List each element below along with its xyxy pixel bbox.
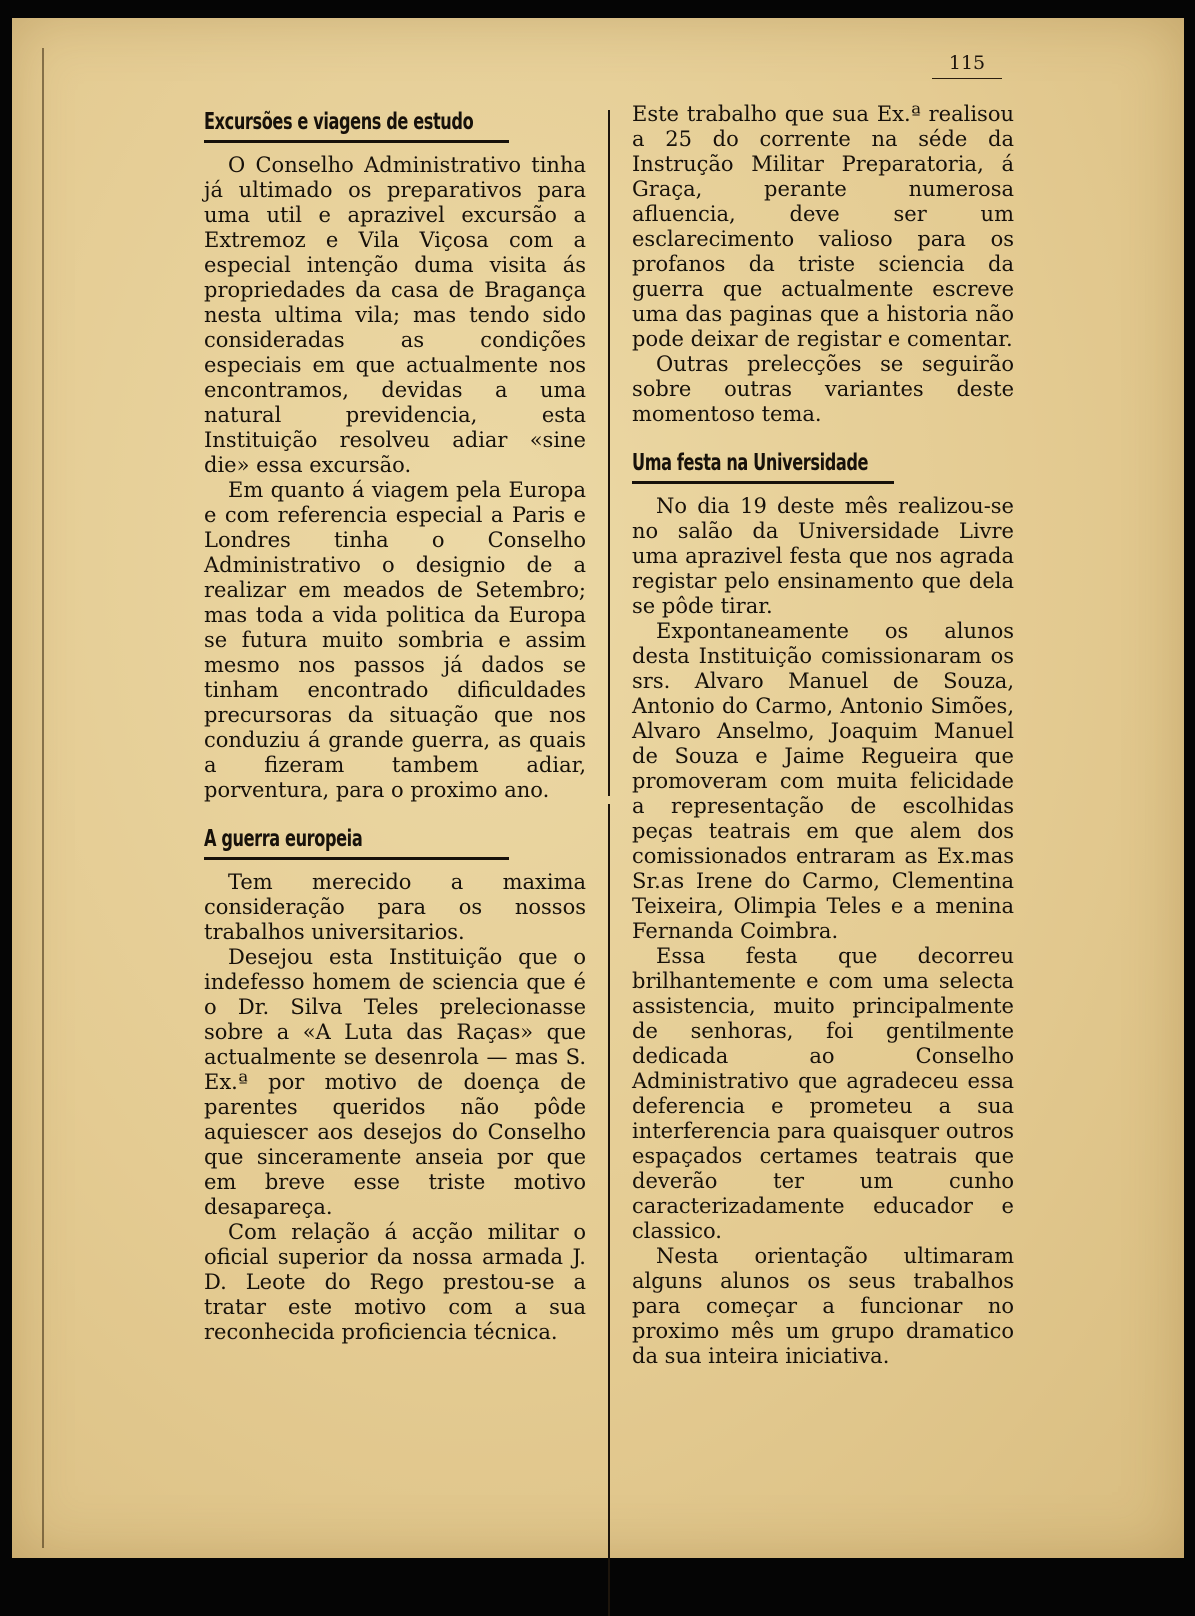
section-title: Uma festa na Universidade xyxy=(632,450,869,476)
section-title: A guerra europeia xyxy=(204,826,363,852)
section-festa-universidade xyxy=(632,449,1014,1369)
title-underline xyxy=(632,481,894,484)
paragraph: Este trabalho que sua Ex.ª realisou a 25 do corrente na séde da Instrução Militar Preparatoria, á Graça, perante numerosa afluencia, deve ser um esclarecimento valioso para os profanos da triste sciencia da guerra que actualmente escreve uma das paginas que a historia não pode deixar de registar e comentar. xyxy=(632,102,1014,351)
paragraph: O Conselho Administrativo tinha já ultimado os preparativos para uma util e aprazivel excursão a Extremoz e Vila Viçosa com a especial intenção duma visita ás propriedades da casa de Bragança nesta ultima vila; mas tendo sido consideradas as condições especiais em que actualmente nos encontramos, devidas a uma natural previdencia, esta Instituição resolveu adiar «sine die» essa excursão. xyxy=(204,153,586,477)
paragraph: Outras prelecções se seguirão sobre outras variantes deste momentoso tema. xyxy=(632,352,1014,426)
binding-edge xyxy=(42,48,44,1548)
paragraph: Com relação á acção militar o oficial superior da nossa armada J. D. Leote do Rego prestou-se a tratar este motivo com a sua reconhecida proficiencia técnica. xyxy=(204,1220,586,1344)
paragraph: Tem merecido a maxima consideração para os nossos trabalhos universitarios. xyxy=(204,870,586,944)
title-underline xyxy=(204,857,509,860)
continued-text xyxy=(632,102,1014,427)
paragraph: Em quanto á viagem pela Europa e com referencia especial a Paris e Londres tinha o Conselho Administrativo o designio de a realizar em meados de Setembro; mas toda a vida politica da Europa se futura muito sombria e assim mesmo nos passos já dados se tinham encontrado dificuldades precursoras da situação que nos conduziu á grande guerra, as quais a fizeram tambem adiar, porventura, para o proximo ano. xyxy=(204,478,586,802)
paragraph: Desejou esta Instituição que o indefesso homem de sciencia que é o Dr. Silva Teles prelecionasse sobre a «A Luta das Raças» que actualmente se desenrola — mas S. Ex.ª por motivo de doença de parentes queridos não pôde aquiescer aos desejos do Conselho que sinceramente anseia por que em breve esse triste motivo desapareça. xyxy=(204,945,586,1219)
paragraph: Essa festa que decorreu brilhantemente e com uma selecta assistencia, muito principalmente de senhoras, foi gentilmente dedicada ao Conselho Administrativo que agradeceu essa deferencia e prometeu a sua interferencia para quaisquer outros espaçados certames teatrais que deverão ter um cunho caracterizadamente educador e classico. xyxy=(632,944,1014,1243)
section-title: Excursões e viagens de estudo xyxy=(204,109,474,135)
paragraph: No dia 19 deste mês realizou-se no salão da Universidade Livre uma aprazivel festa que nos agrada registar pelo ensinamento que dela se pôde tirar. xyxy=(632,494,1014,618)
column-divider-lower xyxy=(608,804,610,1616)
paragraph: Nesta orientação ultimaram alguns alunos os seus trabalhos para começar a funcionar no proximo mês um grupo dramatico da sua inteira iniciativa. xyxy=(632,1244,1014,1368)
section-excursoes xyxy=(204,108,586,803)
page-number: 115 xyxy=(932,52,1002,79)
scanned-page xyxy=(12,18,1184,1558)
column-divider-upper xyxy=(608,110,610,796)
left-column xyxy=(204,102,586,1345)
right-column xyxy=(632,102,1014,1369)
title-underline xyxy=(204,140,509,143)
section-guerra-europeia xyxy=(204,825,586,1345)
paragraph: Expontaneamente os alunos desta Instituição comissionaram os srs. Alvaro Manuel de Souza, Antonio do Carmo, Antonio Simões, Alvaro Anselmo, Joaquim Manuel de Souza e Jaime Regueira que promoveram com muita felicidade a representação de escolhidas peças teatrais em que alem dos comissionados entraram as Ex.mas Sr.as Irene do Carmo, Clementina Teixeira, Olimpia Teles e a menina Fernanda Coimbra. xyxy=(632,619,1014,943)
